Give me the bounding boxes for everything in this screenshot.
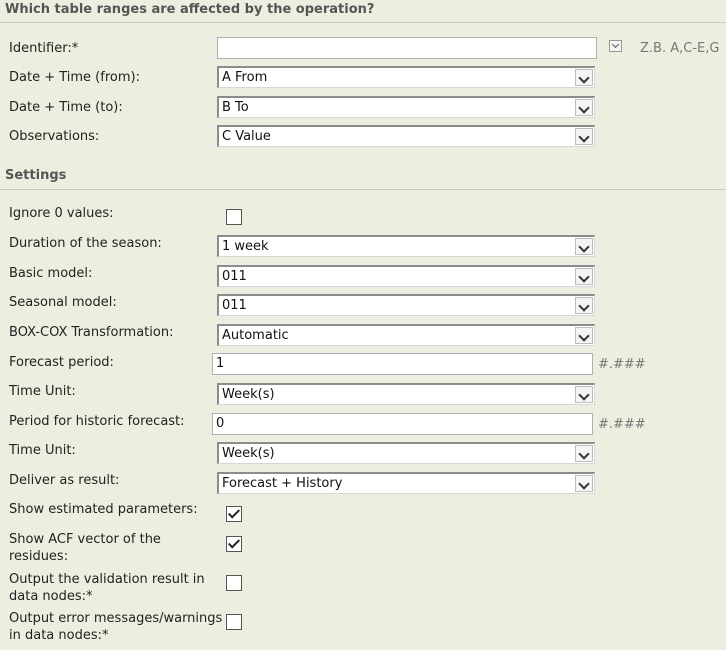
date-to-select[interactable] [217, 96, 595, 118]
date-to-value: B To [222, 100, 249, 115]
output-errors-checkbox[interactable] [226, 614, 242, 630]
section-title-settings: Settings [5, 168, 67, 183]
boxcox-select[interactable] [217, 324, 595, 346]
date-from-label: Date + Time (from): [9, 70, 140, 85]
seasonal-model-select[interactable] [217, 294, 595, 316]
output-validation-checkbox[interactable] [226, 575, 242, 591]
seasonal-model-value: 011 [222, 298, 247, 313]
chevron-down-icon[interactable] [575, 475, 593, 492]
season-label: Duration of the season: [9, 236, 162, 251]
date-from-value: A From [222, 70, 268, 85]
deliver-label: Deliver as result: [9, 473, 120, 488]
boxcox-label: BOX-COX Transformation: [9, 325, 174, 340]
chevron-down-icon[interactable] [575, 327, 593, 344]
basic-model-label: Basic model: [9, 266, 93, 281]
output-validation-label-line1: Output the validation result in [9, 572, 205, 587]
date-to-label: Date + Time (to): [9, 100, 123, 115]
historic-label: Period for historic forecast: [9, 414, 185, 429]
forecast-period-label: Forecast period: [9, 355, 114, 370]
show-params-checkbox[interactable] [226, 506, 242, 522]
boxcox-value: Automatic [222, 328, 289, 343]
time-unit2-value: Week(s) [222, 446, 275, 461]
historic-hint: #.### [598, 417, 646, 432]
time-unit-value: Week(s) [222, 387, 275, 402]
time-unit2-select[interactable] [217, 442, 595, 464]
observations-select[interactable] [217, 125, 595, 147]
ignore-zero-checkbox[interactable] [226, 209, 242, 225]
show-params-label: Show estimated parameters: [9, 502, 198, 517]
section-divider [0, 22, 726, 23]
basic-model-select[interactable] [217, 265, 595, 287]
output-validation-label-line2: data nodes:* [9, 589, 93, 604]
historic-value: 0 [216, 416, 225, 431]
show-acf-label [9, 531, 161, 565]
ignore-zero-label: Ignore 0 values: [9, 206, 114, 221]
chevron-down-icon[interactable] [575, 69, 593, 86]
date-from-select[interactable] [217, 66, 595, 88]
forecast-period-value: 1 [216, 356, 225, 371]
season-select[interactable] [217, 235, 595, 257]
time-unit-label: Time Unit: [9, 384, 76, 399]
output-errors-label-line1: Output error messages/warnings [9, 611, 223, 626]
basic-model-value: 011 [222, 269, 247, 284]
output-errors-label-line2: in data nodes:* [9, 628, 109, 643]
chevron-down-icon[interactable] [575, 445, 593, 462]
section-divider [0, 189, 726, 190]
historic-input[interactable] [212, 413, 593, 435]
season-value: 1 week [222, 239, 269, 254]
forecast-period-input[interactable] [212, 353, 593, 375]
show-acf-label-line2: residues: [9, 549, 69, 564]
output-validation-label [9, 571, 205, 605]
deliver-select[interactable] [217, 472, 595, 494]
chevron-down-icon[interactable] [575, 297, 593, 314]
identifier-hint: Z.B. A,C-E,G [640, 41, 720, 56]
show-acf-label-line1: Show ACF vector of the [9, 532, 161, 547]
chevron-down-icon[interactable] [575, 386, 593, 403]
chevron-down-icon[interactable] [575, 238, 593, 255]
time-unit2-label: Time Unit: [9, 443, 76, 458]
deliver-value: Forecast + History [222, 476, 343, 491]
chevron-down-icon[interactable] [575, 268, 593, 285]
forecast-period-hint: #.### [598, 357, 646, 372]
chevron-down-icon[interactable] [575, 99, 593, 116]
identifier-input[interactable] [217, 37, 597, 59]
observations-value: C Value [222, 129, 271, 144]
identifier-dropdown-icon[interactable] [609, 40, 622, 52]
identifier-label: Identifier:* [9, 41, 79, 56]
observations-label: Observations: [9, 129, 100, 144]
output-errors-label [9, 610, 222, 644]
time-unit-select[interactable] [217, 383, 595, 405]
show-acf-checkbox[interactable] [226, 536, 242, 552]
seasonal-model-label: Seasonal model: [9, 295, 117, 310]
chevron-down-icon[interactable] [575, 128, 593, 145]
section-title-ranges: Which table ranges are affected by the operation? [5, 2, 375, 17]
